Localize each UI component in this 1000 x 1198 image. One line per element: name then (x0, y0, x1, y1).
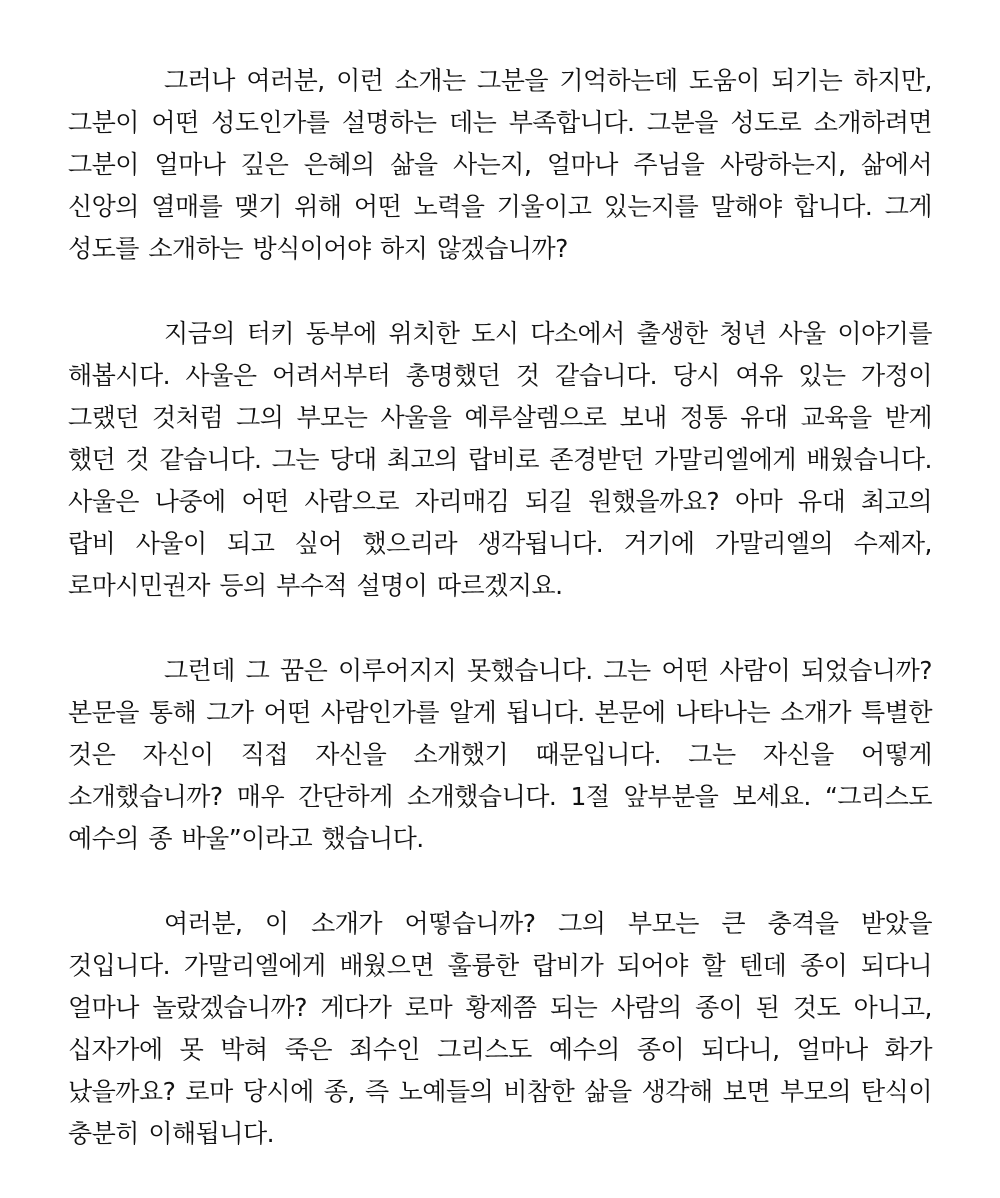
paragraph-3: 그런데 그 꿈은 이루어지지 못했습니다. 그는 어떤 사람이 되었습니까? 본문을 통해 그가 어떤 사람인가를 알게 됩니다. 본문에 나타나는 소개가 특별한 것은 자신이 직접 자신을 소개했기 때문입니다. 그는 자신을 어떻게 소개했습니까? 매우 간단하게 소개했습니다. 1절 앞부분을 보세요. “그리스도 예수의 종 바울”이라고 했습니다. (68, 656, 932, 853)
document-page (68, 60, 932, 1198)
paragraph-4: 여러분, 이 소개가 어떻습니까? 그의 부모는 큰 충격을 받았을 것입니다. 가말리엘에게 배웠으면 훌륭한 랍비가 되어야 할 텐데 종이 되다니 얼마나 놀랐겠습니까? 게다가 로마 황제쯤 되는 사람의 종이 된 것도 아니고, 십자가에 못 박혀 죽은 죄수인 그리스도 예수의 종이 되다니, 얼마나 화가 났을까요? 로마 당시에 종, 즉 노예들의 비참한 삶을 생각해 보면 부모의 탄식이 충분히 이해됩니다. (68, 909, 932, 1148)
paragraph-1: 그러나 여러분, 이런 소개는 그분을 기억하는데 도움이 되기는 하지만, 그분이 어떤 성도인가를 설명하는 데는 부족합니다. 그분을 성도로 소개하려면 그분이 얼마나 깊은 은혜의 삶을 사는지, 얼마나 주님을 사랑하는지, 삶에서 신앙의 열매를 맺기 위해 어떤 노력을 기울이고 있는지를 말해야 합니다. 그게 성도를 소개하는 방식이어야 하지 않겠습니까? (68, 66, 932, 263)
paragraph-2: 지금의 터키 동부에 위치한 도시 다소에서 출생한 청년 사울 이야기를 해봅시다. 사울은 어려서부터 총명했던 것 같습니다. 당시 여유 있는 가정이 그랬던 것처럼 그의 부모는 사울을 예루살렘으로 보내 정통 유대 교육을 받게 했던 것 같습니다. 그는 당대 최고의 랍비로 존경받던 가말리엘에게 배웠습니다. 사울은 나중에 어떤 사람으로 자리매김 되길 원했을까요? 아마 유대 최고의 랍비 사울이 되고 싶어 했으리라 생각됩니다. 거기에 가말리엘의 수제자, 로마시민권자 등의 부수적 설명이 따르겠지요. (68, 319, 932, 600)
